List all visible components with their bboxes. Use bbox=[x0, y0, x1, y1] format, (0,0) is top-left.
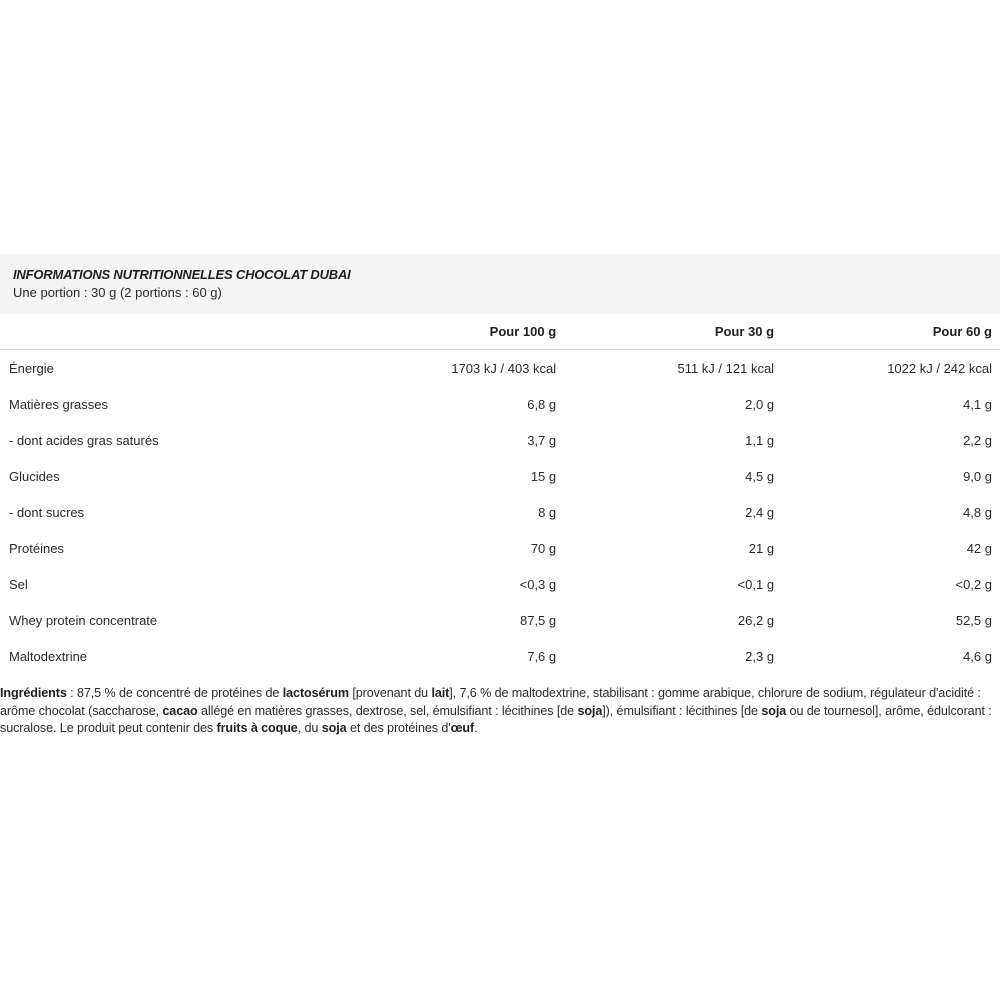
value-per-100g: 70 g bbox=[530, 540, 557, 556]
serving-info: Une portion : 30 g (2 portions : 60 g) bbox=[13, 285, 222, 300]
value-per-30g: 2,4 g bbox=[745, 504, 775, 520]
column-header-nutrient bbox=[0, 314, 336, 350]
value-per-60g: 4,6 g bbox=[963, 648, 992, 664]
nutrient-label: Matières grasses bbox=[9, 396, 108, 412]
allergen-lactoserum: lactosérum bbox=[282, 686, 349, 700]
value-per-100g: 7,6 g bbox=[527, 648, 557, 664]
value-per-100g: <0,3 g bbox=[519, 576, 557, 592]
value-per-30g: 2,3 g bbox=[745, 648, 775, 664]
nutrition-table bbox=[0, 314, 1000, 674]
value-per-60g: 4,8 g bbox=[963, 504, 992, 520]
value-per-30g: 4,5 g bbox=[745, 468, 775, 484]
column-header-per-100g: Pour 100 g bbox=[336, 314, 556, 350]
nutrient-label: - dont sucres bbox=[9, 504, 85, 520]
value-per-60g: 42 g bbox=[966, 540, 992, 556]
page-title: INFORMATIONS NUTRITIONNELLES CHOCOLAT DUBAI bbox=[13, 267, 351, 282]
ingredients-segment: , du bbox=[297, 721, 322, 735]
value-per-100g: 3,7 g bbox=[527, 432, 557, 448]
allergen-fruits-a-coque: fruits à coque bbox=[216, 721, 298, 735]
value-per-60g: 9,0 g bbox=[963, 468, 992, 484]
allergen-soja: soja bbox=[577, 703, 603, 718]
allergen-cacao: cacao bbox=[162, 703, 198, 718]
value-per-60g: 4,1 g bbox=[963, 396, 992, 412]
column-header-per-30g: Pour 30 g bbox=[556, 314, 774, 350]
table-row bbox=[0, 638, 1000, 674]
value-per-30g: <0,1 g bbox=[737, 576, 775, 592]
nutrient-label: Protéines bbox=[9, 540, 64, 556]
ingredients-segment: : 87,5 % de concentré de protéines de bbox=[66, 686, 283, 700]
allergen-lait: lait bbox=[431, 686, 450, 700]
nutrient-label: Sel bbox=[9, 576, 28, 592]
nutrient-label: Glucides bbox=[9, 468, 60, 484]
table-row bbox=[0, 458, 1000, 494]
value-per-60g: <0,2 g bbox=[955, 576, 992, 592]
value-per-60g: 1022 kJ / 242 kcal bbox=[887, 360, 992, 376]
value-per-30g: 511 kJ / 121 kcal bbox=[677, 360, 775, 376]
allergen-soja: soja bbox=[321, 721, 347, 735]
table-row bbox=[0, 350, 1000, 387]
value-per-100g: 8 g bbox=[538, 504, 557, 520]
ingredients-segment: ]), émulsifiant : lécithines [de bbox=[602, 703, 762, 718]
ingredients-text bbox=[0, 685, 1000, 738]
ingredients-segment: et des protéines d' bbox=[346, 721, 451, 735]
nutrient-label: - dont acides gras saturés bbox=[9, 432, 159, 448]
table-row bbox=[0, 386, 1000, 422]
value-per-60g: 52,5 g bbox=[955, 612, 992, 628]
column-header-per-60g: Pour 60 g bbox=[774, 314, 1000, 350]
table-row bbox=[0, 494, 1000, 530]
nutrition-header bbox=[0, 254, 1000, 314]
allergen-oeuf: œuf bbox=[450, 721, 475, 735]
table-row bbox=[0, 602, 1000, 638]
nutrient-label: Maltodextrine bbox=[9, 648, 88, 664]
allergen-soja: soja bbox=[761, 703, 787, 718]
ingredients-segment: . bbox=[474, 721, 478, 735]
value-per-30g: 21 g bbox=[748, 540, 775, 556]
value-per-30g: 2,0 g bbox=[745, 396, 775, 412]
ingredients-label: Ingrédients bbox=[0, 686, 67, 700]
ingredients-segment: ou de tournesol], arôme, édulcorant : sucralose. Le produit peut contenir des bbox=[0, 703, 992, 735]
nutrient-label: Énergie bbox=[9, 360, 54, 376]
table-row bbox=[0, 566, 1000, 602]
value-per-100g: 15 g bbox=[530, 468, 557, 484]
ingredients-segment: ], 7,6 % de maltodextrine, stabilisant : gomme arabique, chlorure de sodium, régulateur d'acidité : arôme chocolat (saccharose, bbox=[0, 686, 981, 718]
ingredients-segment: [provenant du bbox=[348, 686, 432, 700]
nutrient-label: Whey protein concentrate bbox=[9, 612, 158, 628]
value-per-30g: 26,2 g bbox=[737, 612, 775, 628]
value-per-100g: 6,8 g bbox=[527, 396, 557, 412]
table-row bbox=[0, 422, 1000, 458]
value-per-30g: 1,1 g bbox=[745, 432, 775, 448]
value-per-60g: 2,2 g bbox=[963, 432, 992, 448]
value-per-100g: 87,5 g bbox=[519, 612, 557, 628]
ingredients-segment: allégé en matières grasses, dextrose, sel, émulsifiant : lécithines [de bbox=[197, 703, 578, 718]
table-row bbox=[0, 530, 1000, 566]
table-header-row bbox=[0, 314, 1000, 350]
value-per-100g: 1703 kJ / 403 kcal bbox=[451, 360, 557, 376]
